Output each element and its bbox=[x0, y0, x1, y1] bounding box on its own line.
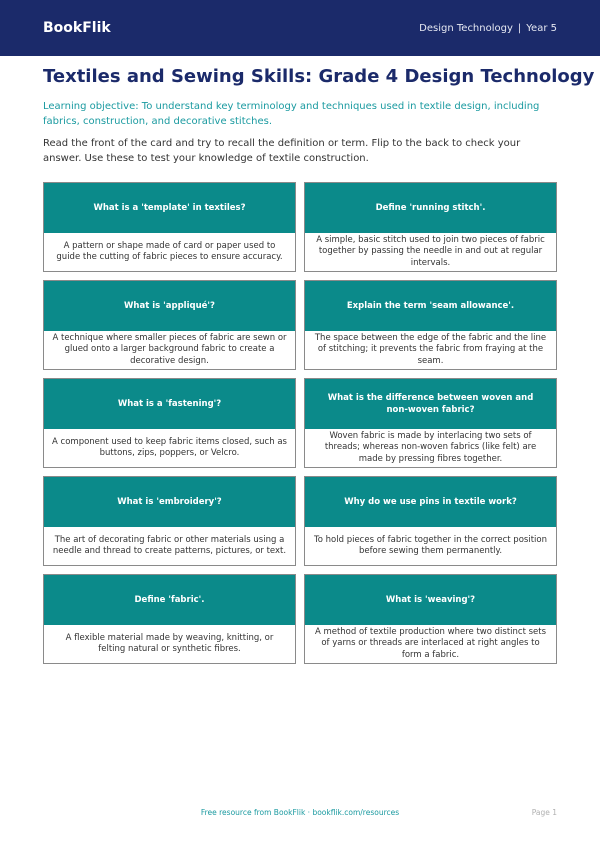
flashcard-front: Define 'running stitch'. bbox=[305, 183, 556, 233]
flashcard-back: To hold pieces of fabric together in the correct position before sewing them permanently. bbox=[314, 534, 547, 556]
breadcrumb-separator: | bbox=[517, 22, 522, 34]
brand-logo[interactable]: BookFlik bbox=[43, 20, 111, 36]
flashcard-back: A pattern or shape made of card or paper used to guide the cutting of fabric pieces to ensure accuracy. bbox=[56, 240, 283, 262]
flashcard-front: What is 'appliqué'? bbox=[44, 281, 295, 331]
flashcard-back: Woven fabric is made by interlacing two sets of threads; whereas non-woven fabrics (like felt) are made by pressing fibres together. bbox=[324, 430, 537, 464]
flashcard-front: What is a 'template' in textiles? bbox=[44, 183, 295, 233]
flashcard[interactable] bbox=[43, 476, 296, 566]
flashcard-back: A technique where smaller pieces of fabric are sewn or glued onto a larger background fabric to create a decorative design. bbox=[52, 332, 287, 366]
flashcard[interactable] bbox=[43, 182, 296, 272]
flashcard-back: The space between the edge of the fabric and the line of stitching; it prevents the fabric from fraying at the seam. bbox=[314, 332, 547, 366]
flashcard-front: What is a 'fastening'? bbox=[44, 379, 295, 429]
breadcrumb bbox=[419, 23, 557, 34]
flashcard-front: What is 'weaving'? bbox=[305, 575, 556, 625]
breadcrumb-year: Year 5 bbox=[526, 22, 557, 34]
flashcard-back: The art of decorating fabric or other materials using a needle and thread to create patterns, pictures, or text. bbox=[52, 534, 287, 556]
flashcard[interactable] bbox=[304, 182, 557, 272]
breadcrumb-subject: Design Technology bbox=[419, 22, 513, 34]
flashcard[interactable] bbox=[304, 378, 557, 468]
flashcard-front: Why do we use pins in textile work? bbox=[305, 477, 556, 527]
flashcard-front: What is 'embroidery'? bbox=[44, 477, 295, 527]
flashcard[interactable] bbox=[304, 476, 557, 566]
page-title: Textiles and Sewing Skills: Grade 4 Design Technology bbox=[43, 66, 595, 87]
flashcard-front: Define 'fabric'. bbox=[44, 575, 295, 625]
flashcard[interactable] bbox=[43, 280, 296, 370]
flashcard-back: A simple, basic stitch used to join two pieces of fabric together by passing the needle in and out at regular intervals. bbox=[316, 234, 545, 268]
page-number: Page 1 bbox=[531, 808, 557, 817]
instructions: Read the front of the card and try to recall the definition or term. Flip to the back to check your answer. Use these to test your knowledge of textile construction. bbox=[43, 138, 521, 164]
flashcard-back: A component used to keep fabric items closed, such as buttons, zips, poppers, or Velcro. bbox=[52, 436, 287, 458]
flashcard[interactable] bbox=[43, 574, 296, 664]
footer-source-link[interactable]: Free resource from BookFlik · bookflik.com/resources bbox=[200, 808, 400, 817]
flashcard[interactable] bbox=[43, 378, 296, 468]
flashcard-back: A flexible material made by weaving, knitting, or felting natural or synthetic fibres. bbox=[65, 632, 274, 654]
page-footer bbox=[0, 808, 600, 820]
flashcard-grid bbox=[43, 182, 557, 664]
page-header bbox=[0, 0, 600, 56]
flashcard-front: What is the difference between woven and non-woven fabric? bbox=[305, 379, 556, 429]
flashcard-back: A method of textile production where two distinct sets of yarns or threads are interlaced at right angles to form a fabric. bbox=[314, 626, 547, 660]
learning-objective: Learning objective: To understand key terminology and techniques used in textile design, including fabrics, construction, and decorative stitches. bbox=[43, 101, 540, 127]
flashcard-front: Explain the term 'seam allowance'. bbox=[305, 281, 556, 331]
flashcard[interactable] bbox=[304, 574, 557, 664]
flashcard[interactable] bbox=[304, 280, 557, 370]
